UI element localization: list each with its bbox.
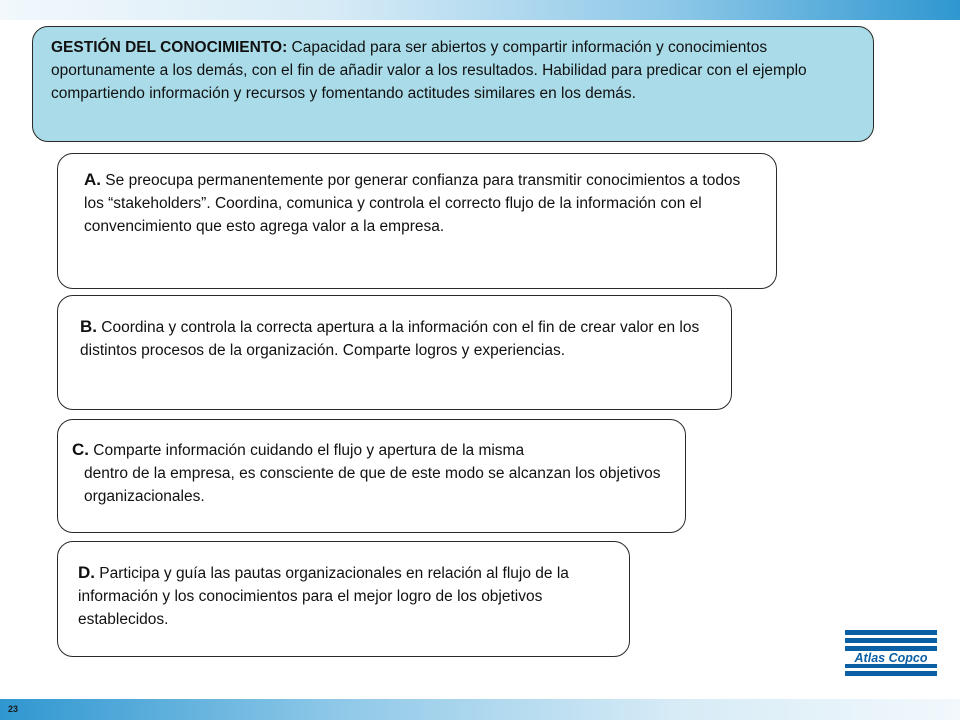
level-description-continued: dentro de la empresa, es consciente de que de este modo se alcanzan los objetivos organizacionales.: [84, 465, 661, 505]
competency-definition-box: [32, 26, 874, 142]
page-number: 23: [8, 704, 19, 714]
level-d-box: [57, 541, 630, 657]
atlas-copco-logo: [845, 630, 937, 678]
level-description: Coordina y controla la correcta apertura a la información con el fin de crear valor en los distintos procesos de la organización. Comparte logros y experiencias.: [80, 319, 700, 359]
logo-text: Atlas Copco: [854, 651, 928, 665]
competency-description: Capacidad para ser abiertos y compartir información y conocimientos oportunamente a los demás, con el fin de añadir valor a los resultados. Habilidad para predicar con el ejemplo compartiendo información y recursos y fomentando actitudes similares en los demás.: [51, 39, 807, 102]
level-description: Participa y guía las pautas organizacionales en relación al flujo de la información y los conocimientos para el mejor logro de los objetivos establecidos.: [78, 565, 569, 628]
level-description: Comparte información cuidando el flujo y apertura de la misma: [89, 442, 525, 459]
level-a-box: [57, 153, 777, 289]
level-description: Se preocupa permanentemente por generar confianza para transmitir conocimientos a todos los “stakeholders”. Coordina, comunica y controla el correcto flujo de la información con el convencimiento que esto agrega valor a la empresa.: [84, 172, 741, 235]
level-b-box: [57, 295, 732, 410]
top-gradient-bar: [0, 0, 960, 20]
level-letter: C.: [72, 440, 89, 459]
bottom-gradient-bar: [0, 699, 960, 720]
level-letter: B.: [80, 317, 97, 336]
level-letter: D.: [78, 563, 95, 582]
competency-title: GESTIÓN DEL CONOCIMIENTO:: [51, 39, 288, 56]
level-c-box: [57, 419, 686, 533]
level-letter: A.: [84, 170, 101, 189]
